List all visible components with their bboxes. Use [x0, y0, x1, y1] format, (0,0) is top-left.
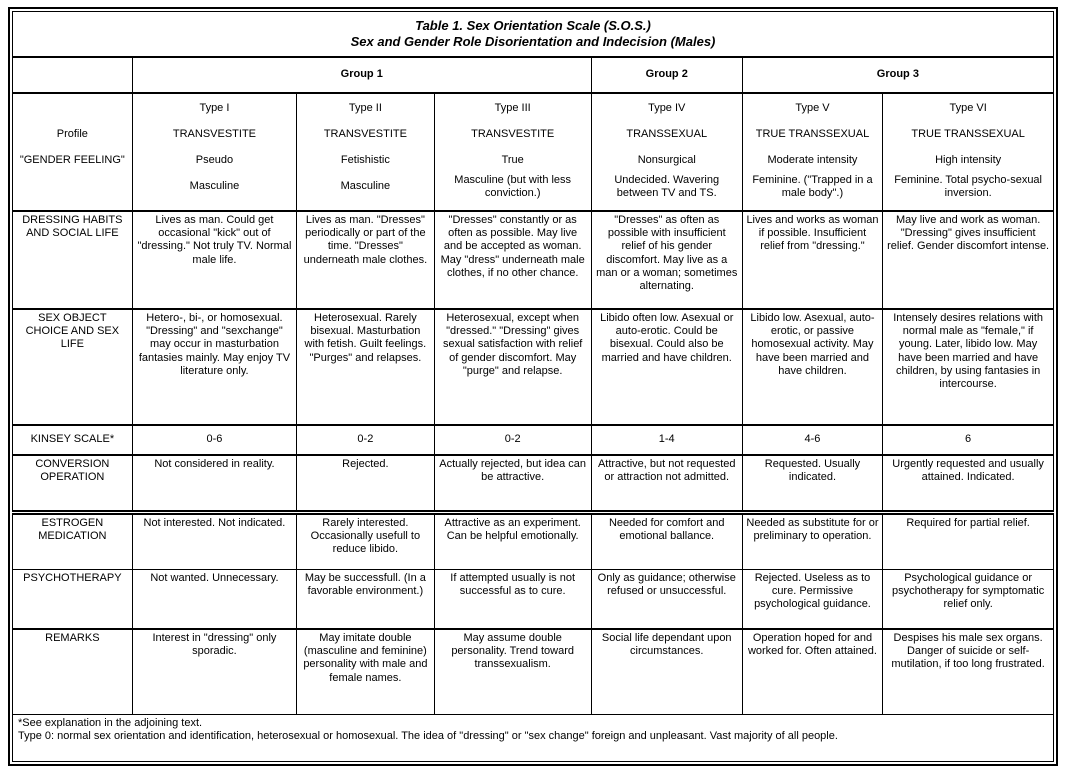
type6-name: TRUE TRANSSEXUAL [911, 128, 1025, 141]
dressing-row [13, 211, 1054, 309]
type5-name: TRUE TRANSSEXUAL [755, 128, 870, 141]
estrogen-row-label: ESTROGEN MEDICATION [13, 513, 133, 570]
psychotherapy-cell-type2: May be successfull. (In a favorable environment.) [297, 570, 434, 630]
type2-name: TRANSVESTITE [323, 128, 407, 141]
conversion-cell-type6: Urgently requested and usually attained. Indicated. [883, 455, 1054, 513]
estrogen-cell-type6: Required for partial relief. [883, 513, 1054, 570]
psychotherapy-cell-type5: Rejected. Useless as to cure. Permissive psychological guidance. [742, 570, 883, 630]
group-header-row [13, 57, 1054, 93]
estrogen-cell-type3: Attractive as an experiment. Can be helpful emotionally. [434, 513, 591, 570]
profile-row [13, 93, 1054, 211]
dressing-cell-type2: Lives as man. "Dresses" periodically or part of the time. "Dresses" underneath male clothes. [297, 211, 434, 309]
footnote-line2: Type 0: normal sex orientation and identification, heterosexual or homosexual. The idea of "dressing" or "sex change" foreign and unpleasant. Vast majority of all people. [18, 730, 838, 743]
remarks-cell-type3: May assume double personality. Trend toward transsexualism. [434, 629, 591, 715]
type1-name: TRANSVESTITE [172, 128, 256, 141]
estrogen-cell-type1: Not interested. Not indicated. [132, 513, 296, 570]
group-header-empty-cell [13, 57, 133, 93]
conversion-row-label: CONVERSION OPERATION [13, 455, 133, 513]
footnote-line1: *See explanation in the adjoining text. [18, 717, 203, 729]
type6-label: Type VI [949, 102, 987, 115]
conversion-cell-type2: Rejected. [297, 455, 434, 513]
type2-label: Type II [348, 102, 382, 115]
sex-object-cell-type2: Heterosexual. Rarely bisexual. Masturbation with fetish. Guilt feelings. "Purges" and relapses. [297, 309, 434, 425]
remarks-cell-type1: Interest in "dressing" only sporadic. [132, 629, 296, 715]
type4-gender-feeling: Undecided. Wavering between TV and TS. [614, 174, 720, 200]
table-outer-frame [8, 7, 1058, 766]
type5-gender-feeling: Feminine. ("Trapped in a male body".) [752, 174, 873, 200]
estrogen-cell-type4: Needed for comfort and emotional ballance. [591, 513, 742, 570]
sex-object-cell-type4: Libido often low. Asexual or auto-erotic. Could be bisexual. Could also be married and have children. [591, 309, 742, 425]
type4-subtype: Nonsurgical [637, 154, 696, 167]
profile-cell-type2 [297, 93, 434, 211]
group-1-header: Group 1 [132, 57, 591, 93]
psychotherapy-row [13, 570, 1054, 630]
conversion-cell-type5: Requested. Usually indicated. [742, 455, 883, 513]
table-title-line2: Sex and Gender Role Disorientation and Indecision (Males) [350, 34, 716, 49]
conversion-row [13, 455, 1054, 513]
type6-gender-feeling: Feminine. Total psycho-sexual inversion. [894, 174, 1042, 200]
group-2-header: Group 2 [591, 57, 742, 93]
type1-subtype: Pseudo [195, 154, 234, 167]
type3-subtype: True [501, 154, 524, 167]
profile-cell-type3 [434, 93, 591, 211]
remarks-cell-type2: May imitate double (masculine and feminine) personality with male and female names. [297, 629, 434, 715]
type3-label: Type III [494, 102, 531, 115]
conversion-cell-type4: Attractive, but not requested or attraction not admitted. [591, 455, 742, 513]
title-row [13, 12, 1054, 58]
profile-row-label-cell [13, 93, 133, 211]
kinsey-cell-type4: 1-4 [591, 425, 742, 455]
sex-object-row [13, 309, 1054, 425]
group-3-header: Group 3 [742, 57, 1053, 93]
type4-label: Type IV [648, 102, 686, 115]
sex-object-row-label: SEX OBJECT CHOICE AND SEX LIFE [13, 309, 133, 425]
profile-cell-type1 [132, 93, 296, 211]
psychotherapy-row-label: PSYCHOTHERAPY [13, 570, 133, 630]
type3-name: TRANSVESTITE [471, 128, 555, 141]
psychotherapy-cell-type4: Only as guidance; otherwise refused or unsuccessful. [591, 570, 742, 630]
remarks-cell-type5: Operation hoped for and worked for. Often attained. [742, 629, 883, 715]
kinsey-cell-type1: 0-6 [132, 425, 296, 455]
kinsey-cell-type6: 6 [883, 425, 1054, 455]
table-title-line1: Table 1. Sex Orientation Scale (S.O.S.) [415, 18, 651, 34]
footnote-row [13, 715, 1054, 762]
type1-label: Type I [199, 102, 230, 115]
dressing-cell-type5: Lives and works as woman if possible. Insufficient relief from "dressing." [742, 211, 883, 309]
psychotherapy-cell-type6: Psychological guidance or psychotherapy for symptomatic relief only. [883, 570, 1054, 630]
profile-label: Profile [56, 128, 88, 141]
remarks-row [13, 629, 1054, 715]
conversion-cell-type1: Not considered in reality. [132, 455, 296, 513]
kinsey-cell-type3: 0-2 [434, 425, 591, 455]
profile-cell-type5 [742, 93, 883, 211]
gender-feeling-label: "GENDER FEELING" [19, 154, 125, 167]
sex-object-cell-type1: Hetero-, bi-, or homosexual. "Dressing" and "sexchange" may occur in masturbation fantasies mainly. May enjoy TV literature only. [132, 309, 296, 425]
estrogen-cell-type5: Needed as substitute for or preliminary to operation. [742, 513, 883, 570]
type5-label: Type V [795, 102, 830, 115]
type3-gender-feeling: Masculine (but with less conviction.) [454, 174, 572, 200]
kinsey-cell-type5: 4-6 [742, 425, 883, 455]
type5-subtype: Moderate intensity [767, 154, 858, 167]
sex-object-cell-type6: Intensely desires relations with normal male as "female," if young. Later, libido low. May have been married and have children, by using fantasies in intercourse. [883, 309, 1054, 425]
conversion-cell-type3: Actually rejected, but idea can be attractive. [434, 455, 591, 513]
dressing-cell-type6: May live and work as woman. "Dressing" gives insufficient relief. Gender discomfort intense. [883, 211, 1054, 309]
type4-name: TRANSSEXUAL [626, 128, 708, 141]
dressing-cell-type1: Lives as man. Could get occasional "kick" out of "dressing." Not truly TV. Normal male life. [132, 211, 296, 309]
kinsey-row [13, 425, 1054, 455]
type6-subtype: High intensity [935, 154, 1002, 167]
psychotherapy-cell-type3: If attempted usually is not successful as to cure. [434, 570, 591, 630]
sex-object-cell-type3: Heterosexual, except when "dressed." "Dressing" gives sexual satisfaction with relief of gender discomfort. May "purge" and relapse. [434, 309, 591, 425]
footnote-cell [13, 715, 1054, 762]
profile-cell-type4 [591, 93, 742, 211]
psychotherapy-cell-type1: Not wanted. Unnecessary. [132, 570, 296, 630]
estrogen-cell-type2: Rarely interested. Occasionally usefull to reduce libido. [297, 513, 434, 570]
type1-gender-feeling: Masculine [189, 180, 240, 193]
dressing-cell-type3: "Dresses" constantly or as often as possible. May live and be accepted as woman. May "dress" underneath male clothes, if no other chance. [434, 211, 591, 309]
remarks-cell-type6: Despises his male sex organs. Danger of suicide or self-mutilation, if too long frustrated. [883, 629, 1054, 715]
table-title-cell [13, 12, 1054, 58]
kinsey-row-label: KINSEY SCALE* [13, 425, 133, 455]
remarks-row-label: REMARKS [13, 629, 133, 715]
dressing-cell-type4: "Dresses" as often as possible with insufficient relief of his gender discomfort. May live as a man or a woman; sometimes alternating. [591, 211, 742, 309]
type2-subtype: Fetishistic [340, 154, 390, 167]
dressing-row-label: DRESSING HABITS AND SOCIAL LIFE [13, 211, 133, 309]
type2-gender-feeling: Masculine [340, 180, 391, 193]
remarks-cell-type4: Social life dependant upon circumstances. [591, 629, 742, 715]
estrogen-row [13, 513, 1054, 570]
kinsey-cell-type2: 0-2 [297, 425, 434, 455]
profile-cell-type6 [883, 93, 1054, 211]
sex-object-cell-type5: Libido low. Asexual, auto-erotic, or passive homosexual activity. May have been married and have children. [742, 309, 883, 425]
sos-table [12, 11, 1054, 762]
